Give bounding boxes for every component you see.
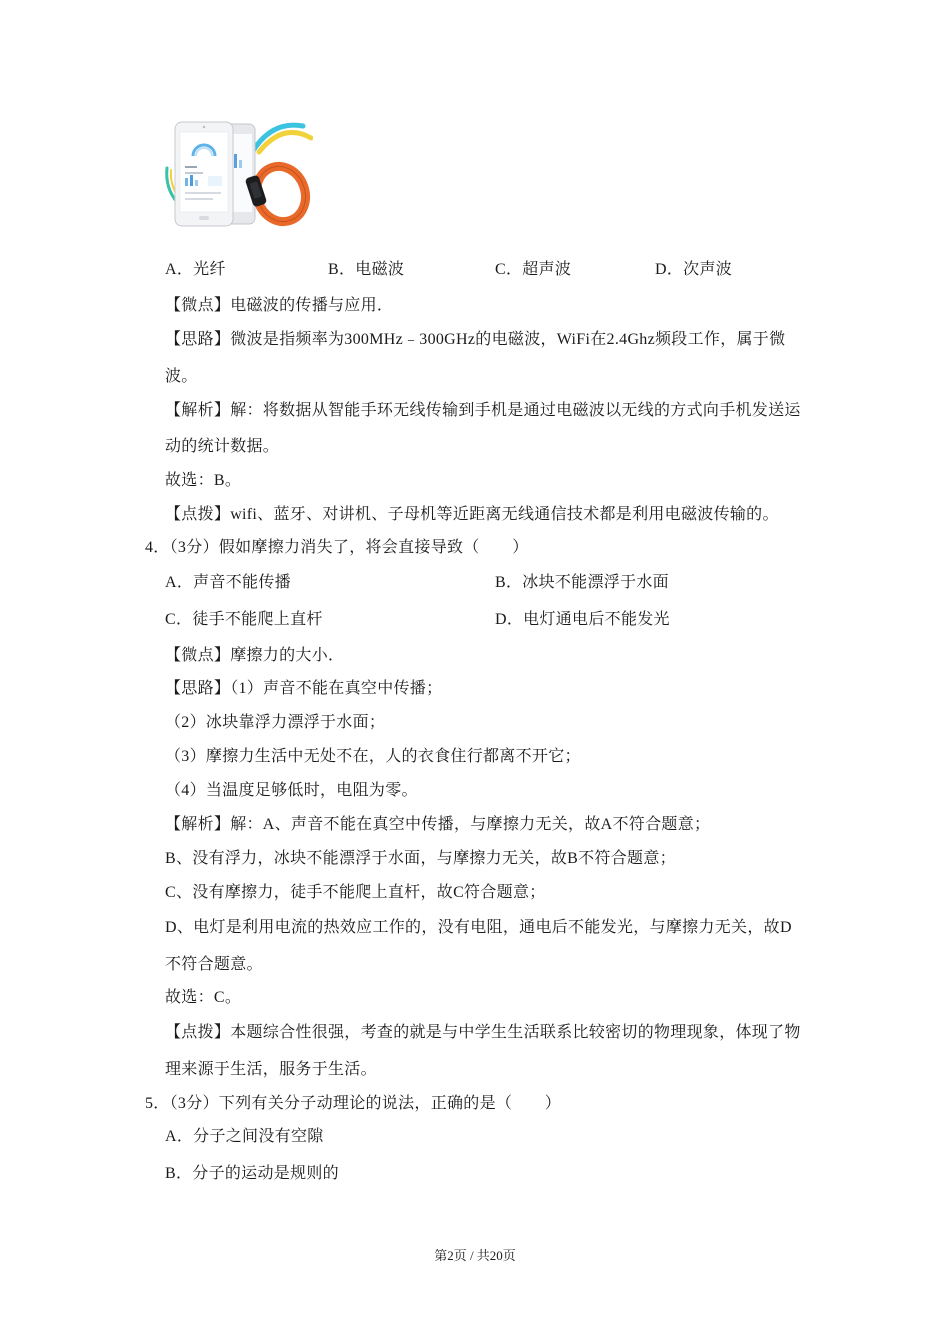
q3-analysis-line: 动的统计数据。 [165, 438, 280, 455]
q3-approach-line: 波。 [165, 368, 198, 385]
q3-option-b: B．电磁波 [328, 261, 405, 278]
q4-approach-line: 【思路】（1）声音不能在真空中传播； [165, 680, 443, 697]
q3-knowledge-point: 【微点】电磁波的传播与应用． [165, 297, 394, 314]
q3-analysis-line: 【解析】解：将数据从智能手环无线传输到手机是通过电磁波以无线的方式向手机发送运 [165, 402, 801, 419]
page-number-footer: 第2页 / 共20页 [434, 1248, 516, 1263]
q4-knowledge-point: 【微点】摩擦力的大小． [165, 647, 345, 664]
q4-approach-line: （3）摩擦力生活中无处不在，人的衣食住行都离不开它； [165, 748, 581, 765]
q4-tip-line: 理来源于生活，服务于生活。 [165, 1061, 377, 1078]
q4-tip-line: 【点拨】本题综合性很强，考查的就是与中学生生活联系比较密切的物理现象，体现了物 [165, 1024, 801, 1041]
q4-analysis-line: B、没有浮力，冰块不能漂浮于水面，与摩擦力无关，故B不符合题意； [165, 850, 676, 867]
q3-tip: 【点拨】wifi、蓝牙、对讲机、子母机等近距离无线通信技术都是利用电磁波传输的。 [165, 506, 779, 523]
q3-approach-line: 【思路】微波是指频率为300MHz﹣300GHz的电磁波，WiFi在2.4Ghz频段工作，属于微 [165, 331, 786, 348]
q4-approach-line: （4）当温度足够低时，电阻为零。 [165, 782, 418, 799]
q5-stem: 5．（3分）下列有关分子动理论的说法，正确的是（ ） [145, 1095, 562, 1112]
smart-band-phone-image [163, 118, 313, 230]
q4-analysis-line: D、电灯是利用电流的热效应工作的，没有电阻，通电后不能发光，与摩擦力无关，故D [165, 919, 792, 936]
q3-option-c: C．超声波 [495, 261, 572, 278]
q3-option-a: A．光纤 [165, 261, 226, 278]
q4-stem: 4．（3分）假如摩擦力消失了，将会直接导致（ ） [145, 539, 529, 556]
q4-analysis-line: C、没有摩擦力，徒手不能爬上直杆，故C符合题意； [165, 884, 546, 901]
q4-option-b: B．冰块不能漂浮于水面 [495, 574, 669, 591]
q5-option-a: A．分子之间没有空隙 [165, 1128, 324, 1145]
q4-option-c: C．徒手不能爬上直杆 [165, 611, 323, 628]
q3-option-d: D．次声波 [655, 261, 733, 278]
q5-option-b: B．分子的运动是规则的 [165, 1165, 339, 1182]
q4-answer: 故选：C。 [165, 989, 242, 1006]
q4-analysis-line: 不符合题意。 [165, 956, 263, 973]
q4-approach-line: （2）冰块靠浮力漂浮于水面； [165, 714, 386, 731]
q4-option-d: D．电灯通电后不能发光 [495, 611, 670, 628]
q4-analysis-line: 【解析】解：A、声音不能在真空中传播，与摩擦力无关，故A不符合题意； [165, 816, 711, 833]
q3-answer: 故选：B。 [165, 472, 242, 489]
q4-option-a: A．声音不能传播 [165, 574, 291, 591]
